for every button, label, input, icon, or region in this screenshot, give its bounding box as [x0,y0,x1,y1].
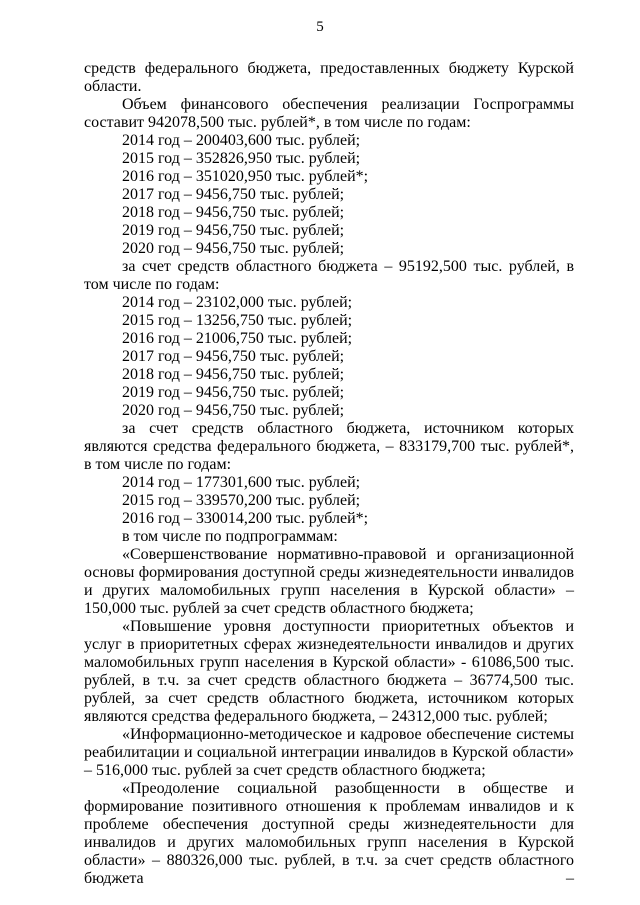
year-line: 2017 год – 9456,750 тыс. рублей; [122,348,345,365]
year-line: 2016 год – 351020,950 тыс. рублей*; [122,168,369,185]
year-line: 2017 год – 9456,750 тыс. рублей; [122,186,345,203]
year-line: 2015 год – 339570,200 тыс. рублей; [122,492,361,509]
subprogram-2: «Повышение уровня доступности приоритетных объектов и услуг в приоритетных сферах жизнедеятельности инвалидов и других маломобильных групп населения в Курской области» - 61086,500 тыс. рублей, в т.ч. за счет средств областного бюджета – 36774,500 тыс. рублей, за счет средств областного бюджета, источником которых являются средства федерального бюджета, – 24312,000 тыс. рублей; [84,618,574,725]
year-line: 2018 год – 9456,750 тыс. рублей; [122,366,345,383]
document-body [84,60,574,888]
paragraph-regional-budget: за счет средств областного бюджета – 95192,500 тыс. рублей, в том числе по годам: [84,258,574,293]
year-line: 2014 год – 200403,600 тыс. рублей; [122,132,361,149]
year-line: 2020 год – 9456,750 тыс. рублей; [122,240,345,257]
page-number: 5 [316,19,324,35]
year-line: 2018 год – 9456,750 тыс. рублей; [122,204,345,221]
paragraph-federal-source: за счет средств областного бюджета, источником которых являются средства федерального бюджета, – 833179,700 тыс. рублей*, в том числе по годам: [84,420,574,473]
year-line: 2015 год – 13256,750 тыс. рублей; [122,312,353,329]
subprogram-4: «Преодоление социальной разобщенности в обществе и формирование позитивного отношения к проблемам инвалидов и к проблеме обеспечения доступной среды жизнедеятельности для инвалидов и других маломобильных групп населения в Курской области» – 880326,000 тыс. рублей, в т.ч. за счет средств областного бюджета – [84,780,574,887]
year-line: 2019 год – 9456,750 тыс. рублей; [122,222,345,239]
year-line: 2015 год – 352826,950 тыс. рублей; [122,150,361,167]
year-line: 2019 год – 9456,750 тыс. рублей; [122,384,345,401]
year-line: 2020 год – 9456,750 тыс. рублей; [122,402,345,419]
subprogram-1: «Совершенствование нормативно-правовой и организационной основы формирования доступной среды жизнедеятельности инвалидов и других маломобильных групп населения в Курской области» – 150,000 тыс. рублей за счет средств областного бюджета; [84,546,574,617]
year-line: 2016 год – 21006,750 тыс. рублей; [122,330,353,347]
year-line: 2014 год – 23102,000 тыс. рублей; [122,294,353,311]
year-line: 2016 год – 330014,200 тыс. рублей*; [122,510,369,527]
paragraph-2: Объем финансового обеспечения реализации Госпрограммы составит 942078,500 тыс. рублей*, в том числе по годам: [84,96,574,131]
subprogram-3: «Информационно-методическое и кадровое обеспечение системы реабилитации и социальной интеграции инвалидов в Курской области» – 516,000 тыс. рублей за счет средств областного бюджета; [84,726,574,779]
paragraph-1: средств федерального бюджета, предоставленных бюджету Курской области. [84,60,574,95]
subprograms-heading: в том числе по подпрограммам: [122,528,338,545]
year-line: 2014 год – 177301,600 тыс. рублей; [122,474,361,491]
